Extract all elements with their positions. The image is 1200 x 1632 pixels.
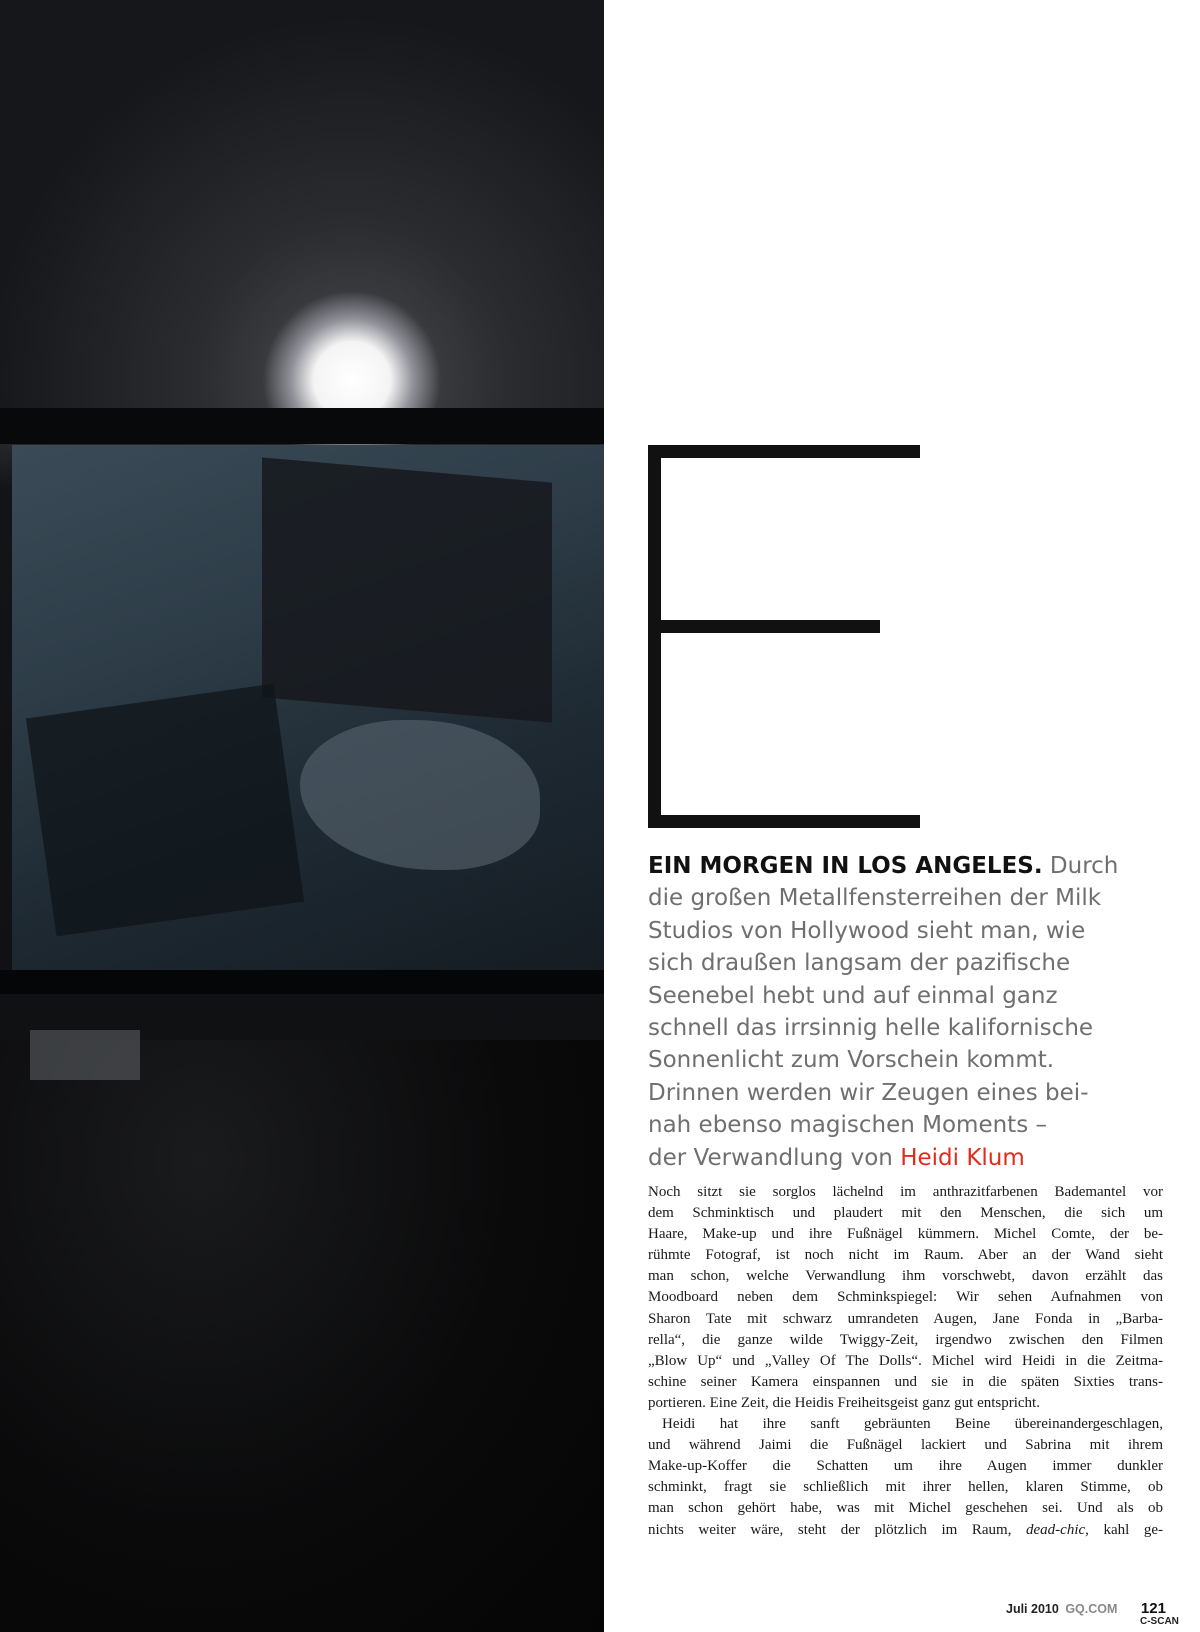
- scan-mark: C-SCAN: [1140, 1616, 1179, 1627]
- body-line: man schon gehört habe, was mit Michel geschehen sei. Und als ob: [648, 1500, 1163, 1517]
- body-line: portieren. Eine Zeit, die Heidis Freiheitsgeist ganz gut entspricht.: [648, 1394, 1040, 1411]
- photo-reflection: [30, 1030, 140, 1080]
- window-frame: [0, 970, 604, 994]
- photo-floor: [0, 1040, 604, 1632]
- lede-line: nah ebenso magischen Moments –: [648, 1112, 1047, 1139]
- lede-line: Seenebel hebt und auf einmal ganz: [648, 982, 1058, 1009]
- lede-line: sich draußen langsam der pazifische: [648, 950, 1071, 977]
- body-line: Heidi hat ihre sanft gebräunten Beine übereinandergeschlagen,: [662, 1416, 1163, 1433]
- page-number: 121: [1140, 1600, 1166, 1617]
- lede-line: der Verwandlung von Heidi Klum: [648, 1144, 1025, 1171]
- body-line: Moodboard neben dem Schminkspiegel: Wir sehen Aufnahmen von: [648, 1289, 1163, 1306]
- lede-line: die großen Metallfensterreihen der Milk: [648, 885, 1102, 912]
- lede-line: Drinnen werden wir Zeugen eines bei-: [648, 1079, 1089, 1106]
- body-line: Noch sitzt sie sorglos lächelnd im anthrazitfarbenen Bademantel vor: [648, 1184, 1163, 1200]
- body-line: und während Jaimi die Fußnägel lackiert und Sabrina mit ihrem: [648, 1437, 1163, 1454]
- photo-shadow: [26, 684, 304, 937]
- body-text: [648, 1182, 1163, 1541]
- body-line: nichts weiter wäre, steht der plötzlich im Raum, dead-chic, kahl ge-: [648, 1521, 1163, 1538]
- lede-name: Heidi Klum: [900, 1144, 1025, 1171]
- italic-term: dead-chic: [1026, 1521, 1086, 1538]
- lede-line: Sonnenlicht zum Vorschein kommt.: [648, 1047, 1055, 1074]
- lede-paragraph: [648, 850, 1163, 1174]
- page-footer: [1006, 1600, 1166, 1617]
- lede-line: EIN MORGEN IN LOS ANGELES. Durch: [648, 853, 1119, 879]
- body-line: Sharon Tate mit schwarz umrandeten Augen, Jane Fonda in „Barba-: [648, 1310, 1163, 1327]
- body-line: schminkt, fragt sie schließlich mit ihrer hellen, klaren Stimme, ob: [648, 1479, 1163, 1496]
- photo-screen: [262, 457, 552, 722]
- lede-line: schnell das irrsinnig helle kalifornische: [648, 1015, 1094, 1042]
- issue-date: Juli 2010: [1006, 1602, 1059, 1616]
- body-line: Make-up-Koffer die Schatten um ihre Augen immer dunkler: [648, 1458, 1163, 1475]
- body-line: man schon, welche Verwandlung ihm vorschwebt, davon erzählt das: [648, 1268, 1163, 1285]
- site-name: GQ.COM: [1065, 1602, 1118, 1616]
- lede-lead: EIN MORGEN IN LOS ANGELES.: [648, 853, 1043, 879]
- body-line: rella“, die ganze wilde Twiggy-Zeit, irgendwo zwischen den Filmen: [648, 1331, 1163, 1348]
- window-rail: [0, 408, 604, 444]
- body-line: Haare, Make-up und ihre Fußnägel kümmern. Michel Comte, der be-: [648, 1226, 1163, 1243]
- body-line: schine seiner Kamera einspannen und sie in die späten Sixties trans-: [648, 1373, 1163, 1390]
- lede-line: Studios von Hollywood sieht man, wie: [648, 917, 1086, 944]
- body-line: dem Schminktisch und plaudert mit den Menschen, die sich um: [648, 1205, 1163, 1222]
- body-line: „Blow Up“ und „Valley Of The Dolls“. Michel wird Heidi in die Zeitma-: [648, 1352, 1163, 1369]
- drop-cap: [648, 445, 920, 828]
- body-line: rühmte Fotograf, ist noch nicht im Raum. Aber an der Wand sieht: [648, 1247, 1163, 1264]
